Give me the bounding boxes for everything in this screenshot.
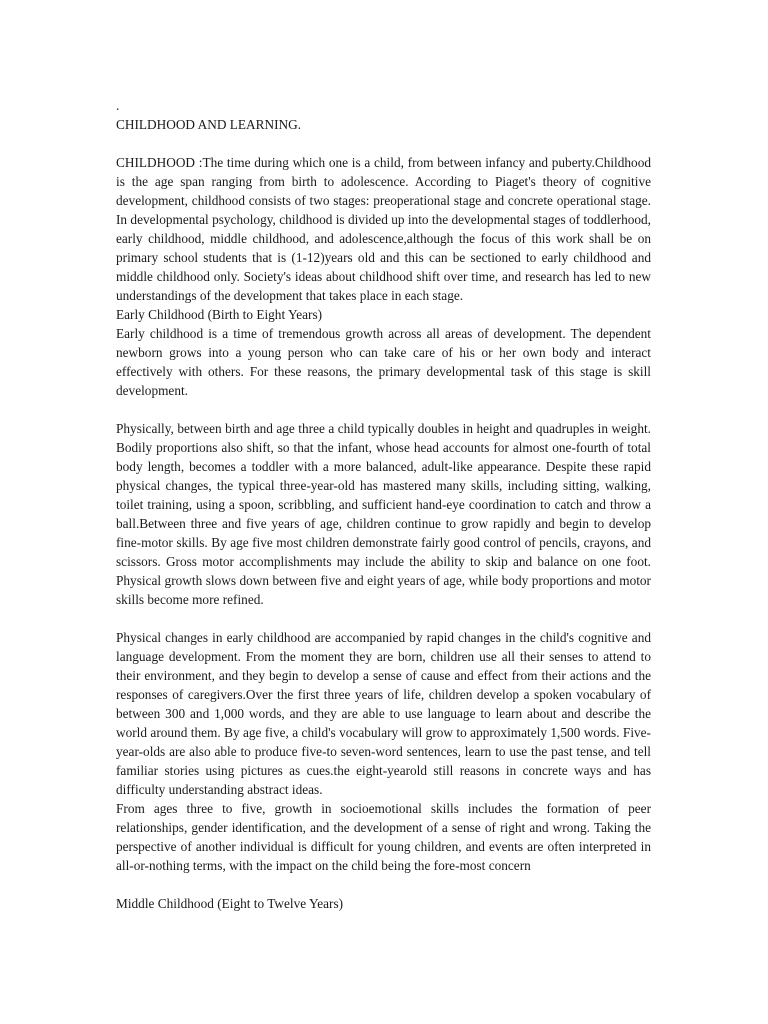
document-title: CHILDHOOD AND LEARNING. [116,117,302,132]
spacer [116,609,651,628]
early-childhood-paragraph-4: From ages three to five, growth in socioemotional skills includes the formation of peer relationships, gender identification, and the development of a sense of right and wrong. Taking the perspective of another individual is difficult for young children, and events are often interpreted in all-or-nothing terms, with the impact on the child being the fore-most concern [116,801,651,873]
middle-childhood-heading: Middle Childhood (Eight to Twelve Years) [116,896,344,911]
page-marker: . [116,98,120,113]
early-childhood-paragraph-3: Physical changes in early childhood are accompanied by rapid changes in the child's cognitive and language development. From the moment they are born, children use all their senses to attend to their environment, and they begin to develop a sense of cause and effect from their actions and the responses of caregivers.Over the first three years of life, children develop a spoken vocabulary of between 300 and 1,000 words, and they are able to use language to learn about and describe the world around them. By age five, a child's vocabulary will grow to approximately 1,500 words. Five-year-olds are also able to produce five-to seven-word sentences, learn to use the past tense, and tell familiar stories using pictures as cues.the eight-yearold still reasons in concrete ways and has difficulty understanding abstract ideas. [116,630,651,797]
early-childhood-heading: Early Childhood (Birth to Eight Years) [116,307,323,322]
intro-paragraph: CHILDHOOD :The time during which one is a child, from between infancy and puberty.Childhood is the age span ranging from birth to adolescence. According to Piaget's theory of cognitive development, childhood consists of two stages: preoperational stage and concrete operational stage. In developmental psychology, childhood is divided up into the developmental stages of toddlerhood, early childhood, middle childhood, and adolescence,although the focus of this work shall be on primary school students that is (1-12)years old and this can be sectioned to early childhood and middle childhood only. Society's ideas about childhood shift over time, and research has led to new understandings of the development that takes place in each stage. [116,155,651,303]
document-page [116,96,651,913]
early-childhood-paragraph-2: Physically, between birth and age three a child typically doubles in height and quadruples in weight. Bodily proportions also shift, so that the infant, whose head accounts for almost one-fourth of total body length, becomes a toddler with a more balanced, adult-like appearance. Despite these rapid physical changes, the typical three-year-old has mastered many skills, including sitting, walking, toilet training, using a spoon, scribbling, and sufficient hand-eye coordination to catch and throw a ball.Between three and five years of age, children continue to grow rapidly and begin to develop fine-motor skills. By age five most children demonstrate fairly good control of pencils, crayons, and scissors. Gross motor accomplishments may include the ability to skip and balance on one foot. Physical growth slows down between five and eight years of age, while body proportions and motor skills become more refined. [116,421,651,607]
spacer [116,134,651,153]
spacer [116,400,651,419]
early-childhood-paragraph-1: Early childhood is a time of tremendous growth across all areas of development. The dependent newborn grows into a young person who can take care of his or her own body and interact effectively with others. For these reasons, the primary developmental task of this stage is skill development. [116,326,651,398]
spacer [116,875,651,894]
